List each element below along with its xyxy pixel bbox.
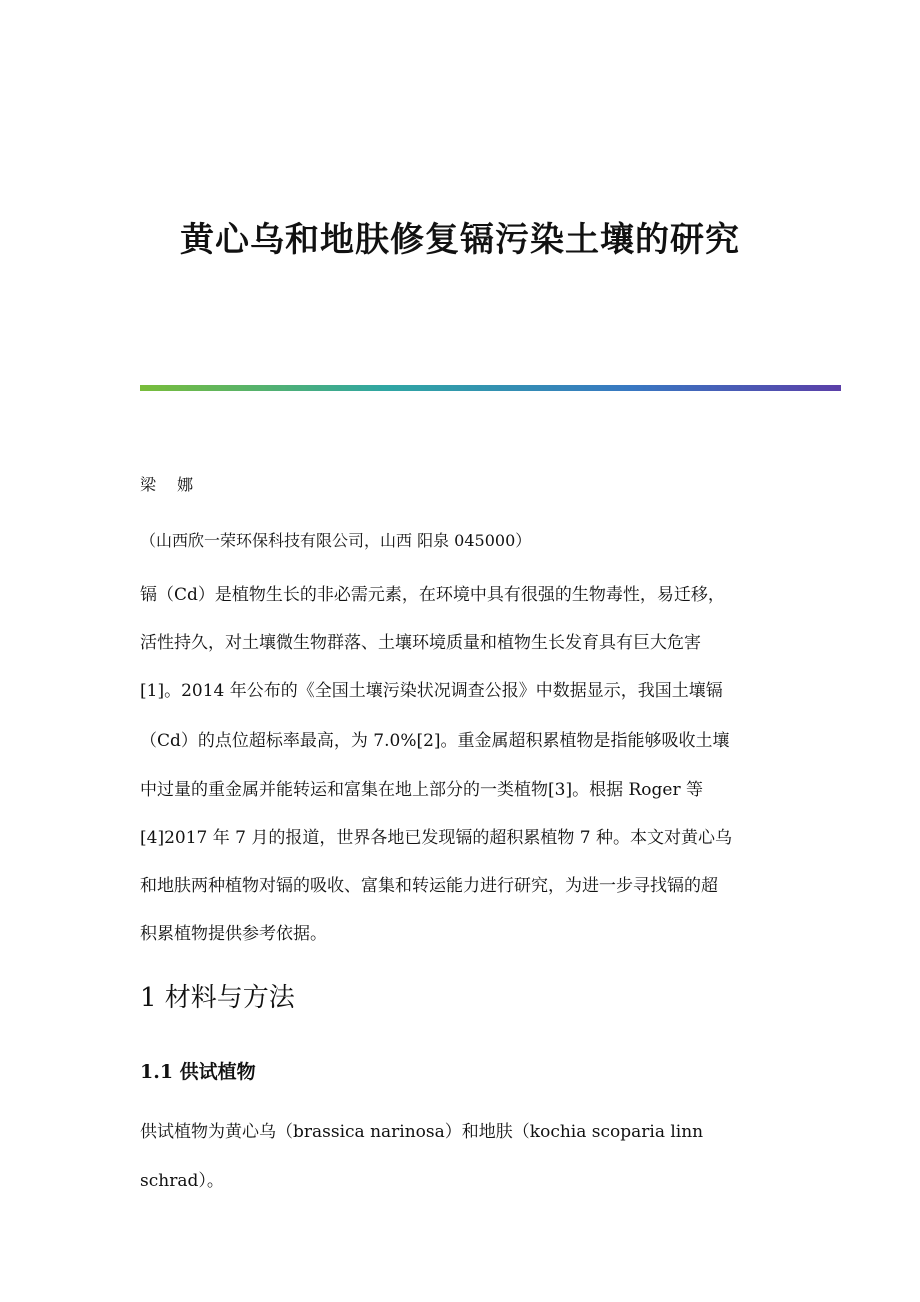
abstract-line: （Cd）的点位超标率最高，为 7.0%[2]。重金属超积累植物是指能够吸收土壤 [140,731,730,751]
section-heading-materials-methods: 1 材料与方法 [140,983,295,1013]
abstract-line: 积累植物提供参考依据。 [140,924,327,944]
title-divider [140,385,841,391]
author-affiliation: （山西欣一荣环保科技有限公司，山西 阳泉 045000） [140,531,532,550]
abstract-line: [4]2017 年 7 月的报道，世界各地已发现镉的超积累植物 7 种。本文对黄心乌 [140,828,732,848]
subsection-heading-test-plants: 1.1 供试植物 [140,1061,256,1083]
abstract-line: 镉（Cd）是植物生长的非必需元素，在环境中具有很强的生物毒性，易迁移， [140,585,725,605]
paragraph-line: 供试植物为黄心乌（brassica narinosa）和地肤（kochia scoparia linn [140,1122,704,1142]
abstract-line: 和地肤两种植物对镉的吸收、富集和转运能力进行研究，为进一步寻找镉的超 [140,876,718,896]
abstract-line: 活性持久，对土壤微生物群落、土壤环境质量和植物生长发育具有巨大危害 [140,633,701,653]
paragraph-line: schrad）。 [140,1171,224,1191]
author-name: 梁 娜 [140,475,202,494]
abstract-line: 中过量的重金属并能转运和富集在地上部分的一类植物[3]。根据 Roger 等 [140,780,703,800]
abstract-line: [1]。2014 年公布的《全国土壤污染状况调查公报》中数据显示，我国土壤镉 [140,681,723,701]
paper-title: 黄心乌和地肤修复镉污染土壤的研究 [180,220,740,260]
